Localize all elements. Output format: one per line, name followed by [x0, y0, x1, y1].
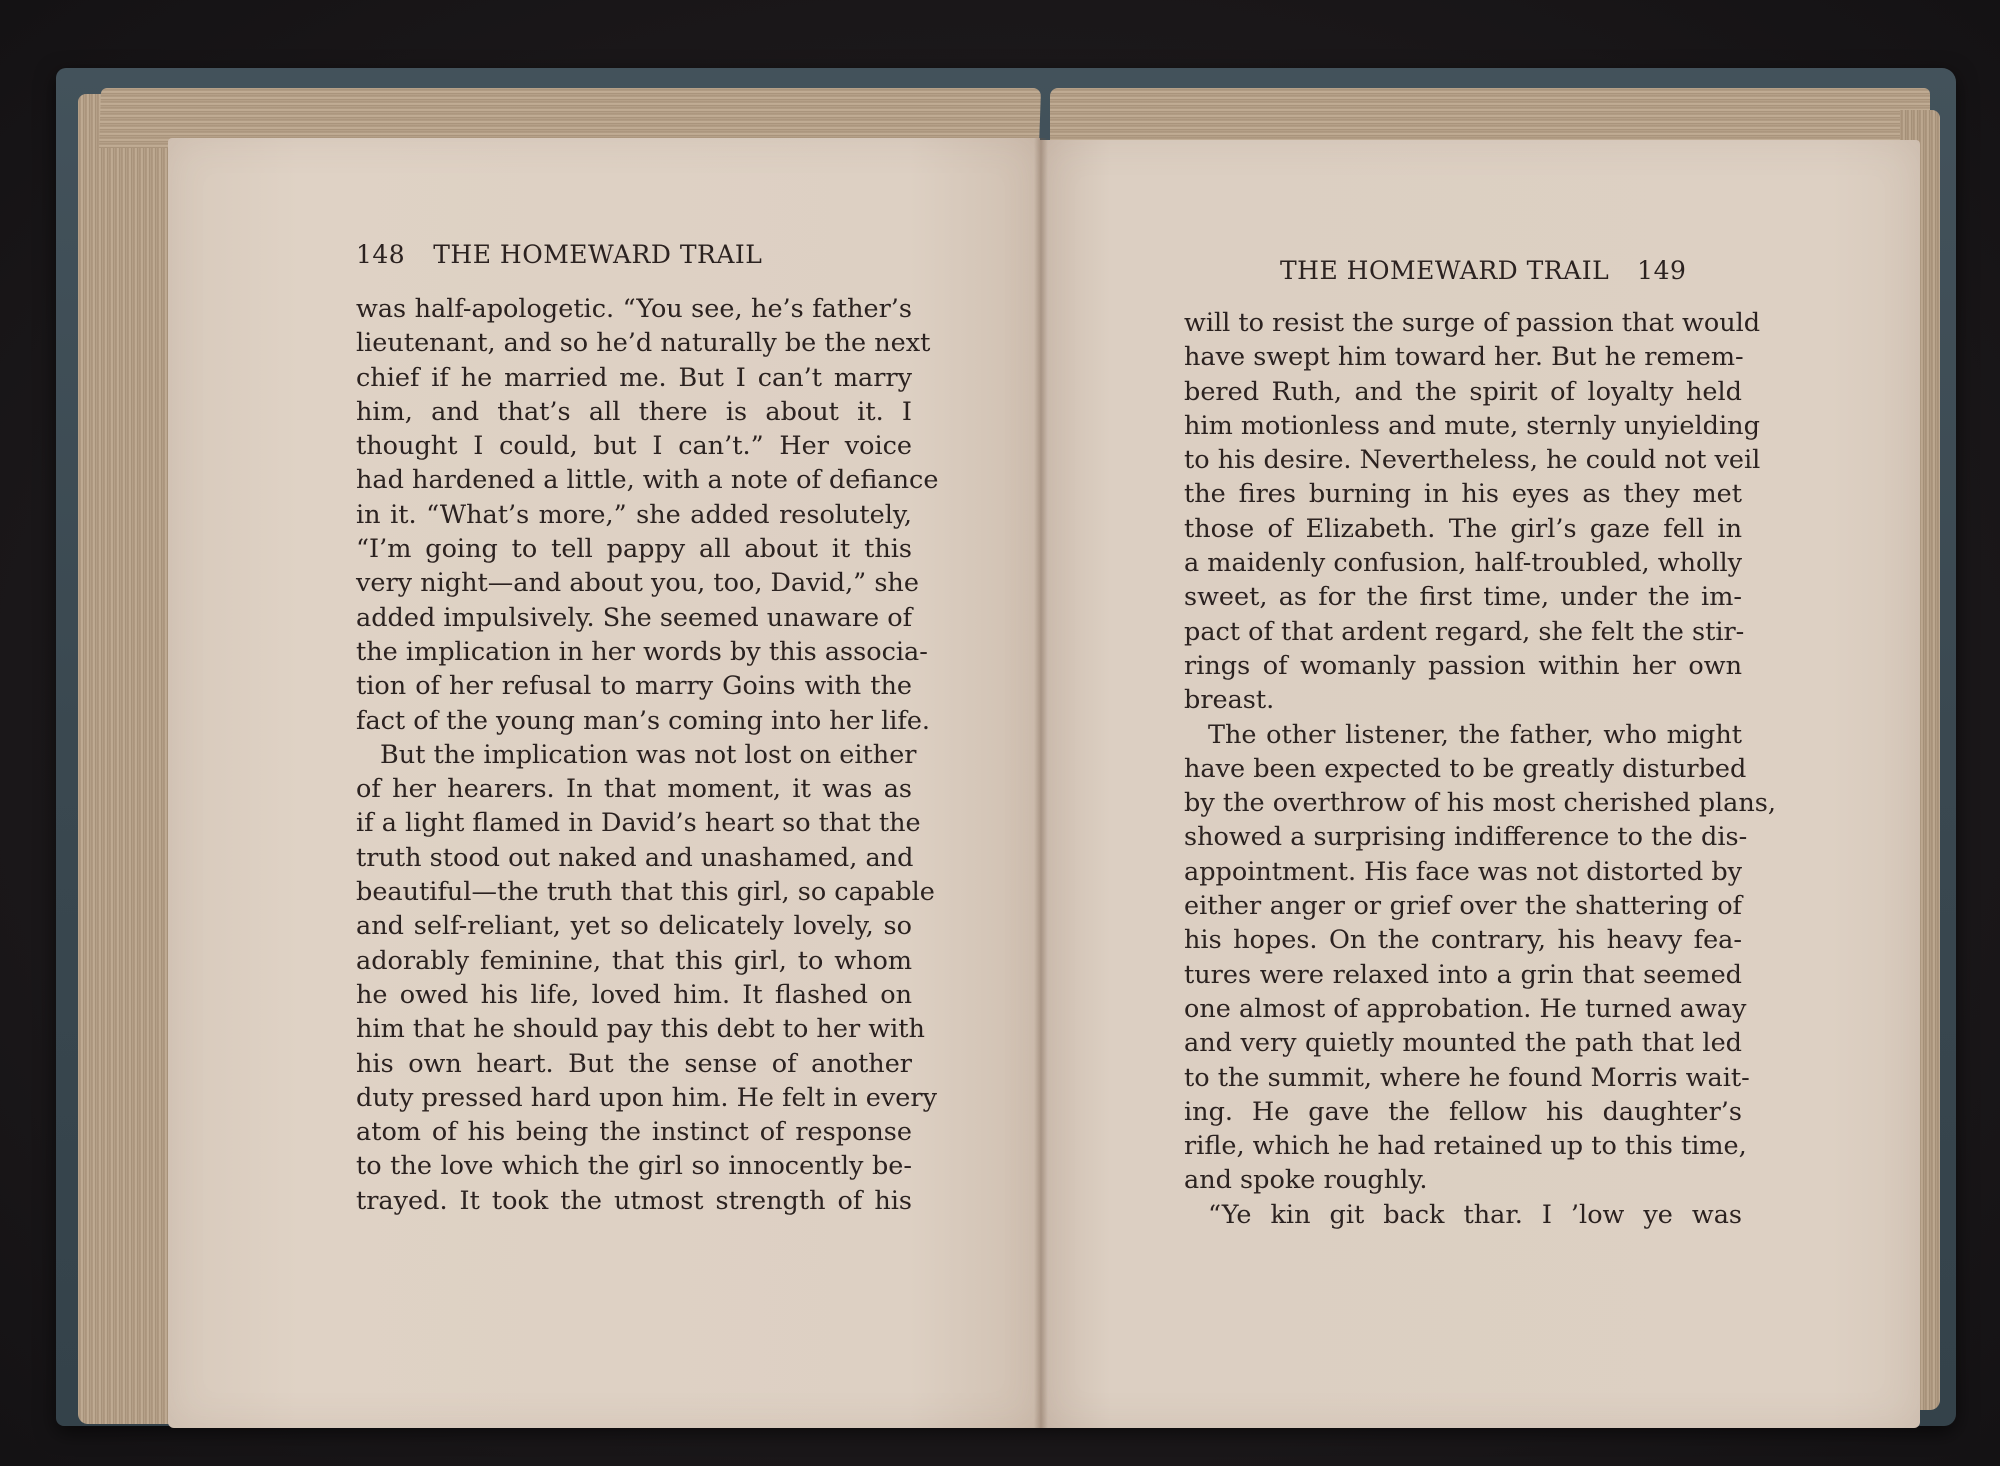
- left_page-text-line: he owed his life, loved him. It flashed on: [356, 979, 912, 1010]
- right_page-text-line: him motionless and mute, sternly unyielding: [1184, 410, 1760, 441]
- right_page-text-line: and very quietly mounted the path that led: [1184, 1028, 1742, 1059]
- left_page-text-line: adorably feminine, that this girl, to whom: [356, 945, 912, 976]
- right_page-text-line: those of Elizabeth. The girl’s gaze fell in: [1184, 513, 1742, 544]
- left_page-text-line: chief if he married me. But I can’t marry: [356, 362, 912, 393]
- left_page-text-line: was half-apologetic. “You see, he’s father’s: [356, 294, 912, 324]
- right-running-head: THE HOMEWARD TRAIL: [1280, 256, 1610, 285]
- left_page-text-line: beautiful—the truth that this girl, so capable: [356, 877, 935, 908]
- right-page-header: [1280, 256, 1686, 285]
- left_page-text-line: to the love which the girl so innocently be-: [356, 1151, 912, 1182]
- right_page-text-line: The other listener, the father, who might: [1208, 719, 1742, 750]
- left-page-body: [356, 292, 939, 1218]
- right_page-text-line: the fires burning in his eyes as they met: [1184, 479, 1742, 510]
- left_page-text-line: But the implication was not lost on either: [380, 739, 917, 770]
- right_page-text-line: bered Ruth, and the spirit of loyalty held: [1184, 376, 1742, 407]
- left_page-text-line: if a light flamed in David’s heart so that the: [356, 808, 921, 839]
- right_page-text-line: rifle, which he had retained up to this time,: [1184, 1131, 1747, 1162]
- right_page-text-line: have swept him toward her. But he remem-: [1184, 342, 1744, 373]
- right-page-number: 149: [1637, 256, 1687, 285]
- right_page-text-line: either anger or grief over the shattering of: [1184, 891, 1742, 922]
- right_page-text-line: showed a surprising indifference to the dis-: [1184, 822, 1748, 853]
- left_page-text-line: had hardened a little, with a note of defiance: [356, 465, 939, 496]
- right_page-text-line: rings of womanly passion within her own: [1184, 650, 1742, 681]
- left_page-text-line: the implication in her words by this associa-: [356, 636, 928, 667]
- right_page-text-line: ing. He gave the fellow his daughter’s: [1184, 1096, 1742, 1127]
- left_page-text-line: his own heart. But the sense of another: [356, 1048, 912, 1079]
- left-page-number: 148: [356, 240, 406, 269]
- left_page-text-line: in it. “What’s more,” she added resolutely,: [356, 499, 912, 530]
- right_page-text-line: sweet, as for the first time, under the im-: [1184, 582, 1742, 613]
- left_page-text-line: fact of the young man’s coming into her life.: [356, 705, 931, 736]
- right_page-text-line: “Ye kin git back thar. I ’low ye was: [1208, 1199, 1742, 1230]
- right_page-text-line: to the summit, where he found Morris wait-: [1184, 1062, 1750, 1093]
- right_page-text-line: by the overthrow of his most cherished plans,: [1184, 788, 1776, 819]
- right_page-text-line: one almost of approbation. He turned away: [1184, 993, 1747, 1024]
- left_page-text-line: him, and that’s all there is about it. I: [356, 396, 912, 427]
- left_page-text-line: duty pressed hard upon him. He felt in every: [356, 1082, 937, 1113]
- right-page-body: [1184, 306, 1776, 1232]
- right_page-text-line: appointment. His face was not distorted by: [1184, 856, 1743, 887]
- right_page-text-line: will to resist the surge of passion that would: [1184, 308, 1761, 338]
- right_page-text-line: to his desire. Nevertheless, he could not veil: [1184, 445, 1761, 476]
- page-edges-top-right: [1050, 88, 1930, 148]
- left_page-text-line: and self-reliant, yet so delicately lovely, so: [356, 911, 912, 942]
- right_page-text-line: have been expected to be greatly disturbed: [1184, 753, 1747, 784]
- left_page-text-line: him that he should pay this debt to her with: [356, 1014, 925, 1045]
- left-running-head: THE HOMEWARD TRAIL: [433, 240, 763, 269]
- left_page-text-line: trayed. It took the utmost strength of his: [356, 1185, 912, 1216]
- left_page-text-line: very night—and about you, too, David,” she: [356, 568, 919, 599]
- left_page-text-line: added impulsively. She seemed unaware of: [356, 602, 913, 633]
- book-gutter: [1034, 138, 1048, 1428]
- right_page-text-line: a maidenly confusion, half-troubled, wholly: [1184, 548, 1743, 579]
- left_page-text-line: tion of her refusal to marry Goins with the: [356, 671, 912, 702]
- left_page-text-line: atom of his being the instinct of response: [356, 1117, 912, 1148]
- right_page-text-line: breast.: [1184, 685, 1275, 716]
- left_page-text-line: of her hearers. In that moment, it was as: [356, 774, 912, 805]
- right_page-text-line: pact of that ardent regard, she felt the stir-: [1184, 616, 1745, 647]
- right_page-text-line: and spoke roughly.: [1184, 1165, 1428, 1196]
- left_page-text-line: “I’m going to tell pappy all about it this: [356, 534, 912, 565]
- left_page-text-line: truth stood out naked and unashamed, and: [356, 842, 914, 873]
- left_page-text-line: lieutenant, and so he’d naturally be the next: [356, 328, 931, 359]
- left-page-header: [356, 240, 762, 269]
- left_page-text-line: thought I could, but I can’t.” Her voice: [356, 431, 912, 462]
- right_page-text-line: tures were relaxed into a grin that seemed: [1184, 959, 1742, 990]
- right_page-text-line: his hopes. On the contrary, his heavy fea-: [1184, 925, 1742, 956]
